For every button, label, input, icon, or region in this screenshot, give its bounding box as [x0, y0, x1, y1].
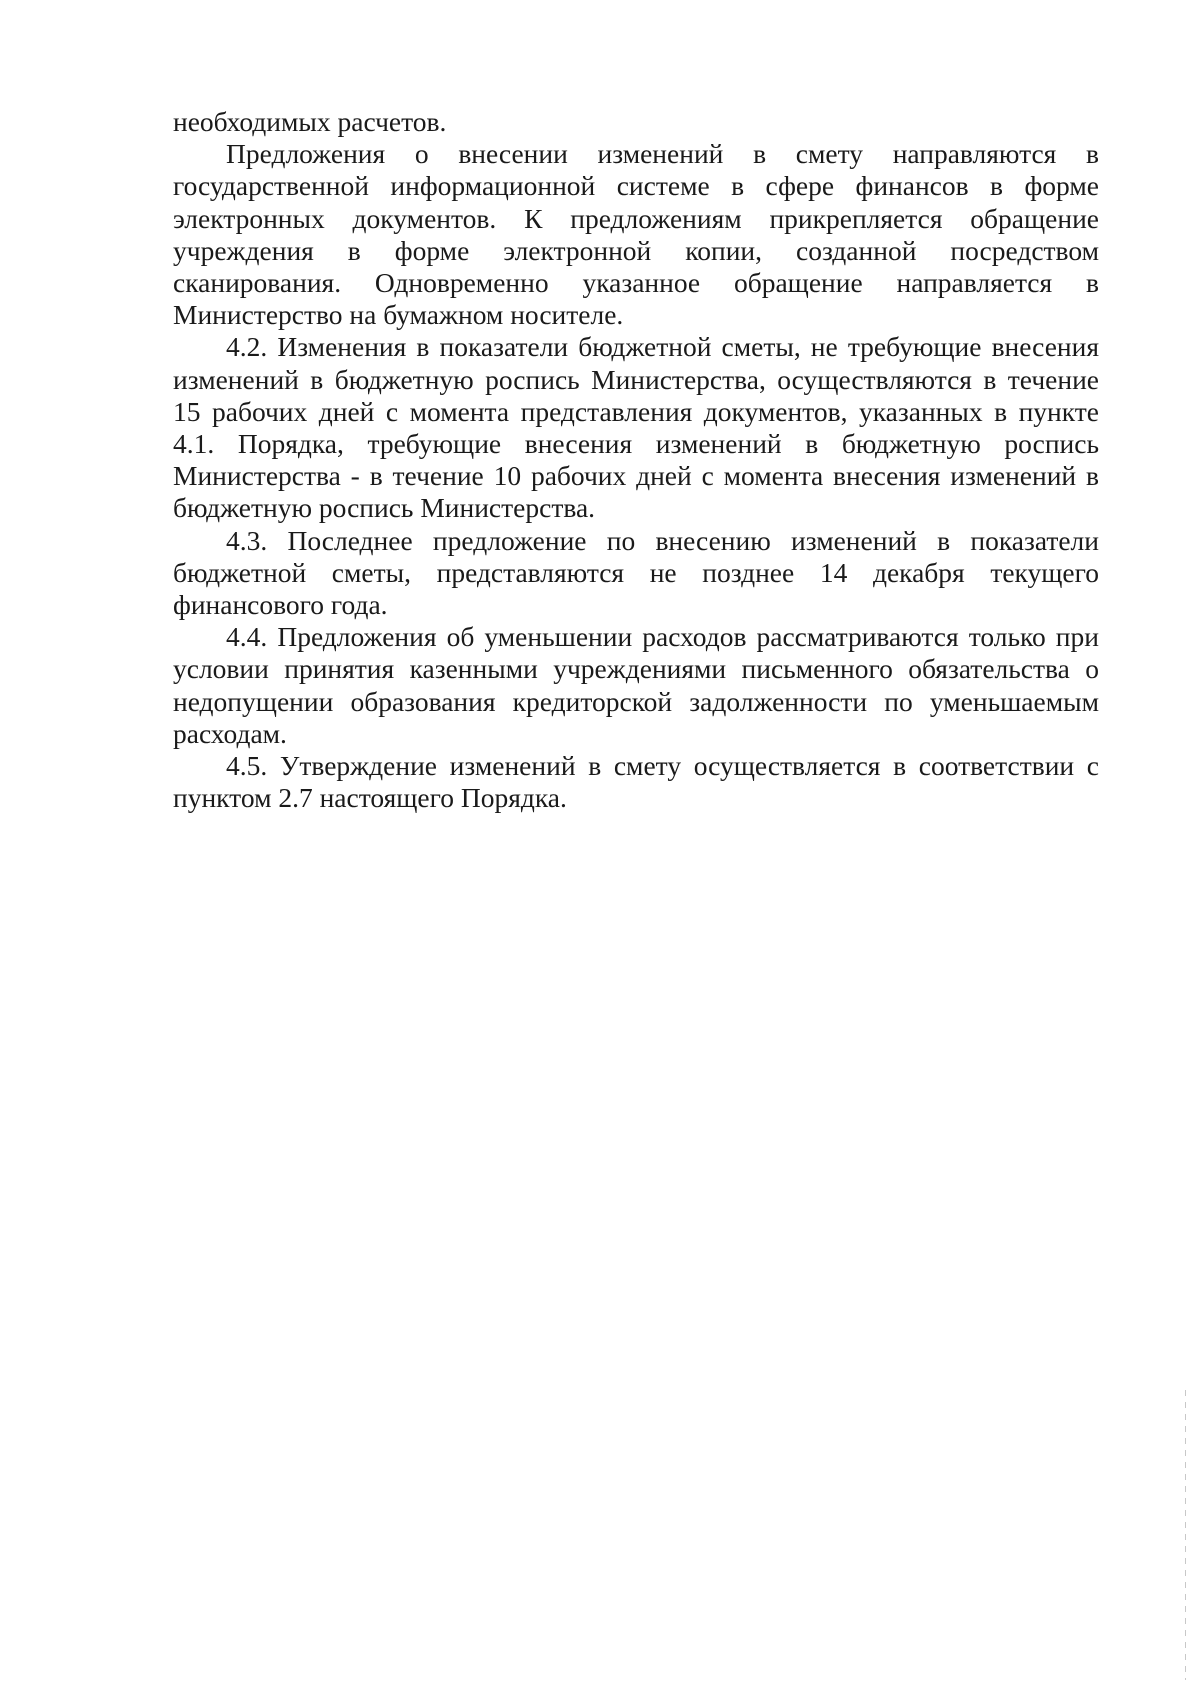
paragraph-continuation: необходимых расчетов.	[173, 106, 447, 137]
paragraph-4-3: 4.3. Последнее предложение по внесению изменений в показатели бюджетной сметы, представляются не позднее 14 декабря текущего финансового года.	[173, 524, 1099, 621]
paragraph-4-2: 4.2. Изменения в показатели бюджетной сметы, не требующие внесения изменений в бюджетную роспись Министерства, осуществляются в течение 15 рабочих дней с момента представления документов, указанных в пункте 4.1. Порядка, требующие внесения изменений в бюджетную роспись Министерства - в течение 10 рабочих дней с момента внесения изменений в бюджетную роспись Министерства.	[173, 331, 1099, 524]
scan-edge-mark	[1185, 1390, 1186, 1680]
paragraph-4-4: 4.4. Предложения об уменьшении расходов рассматриваются только при условии принятия казенными учреждениями письменного обязательства о недопущении образования кредиторской задолженности по уменьшаемым расходам.	[173, 621, 1099, 749]
paragraph-4-5: 4.5. Утверждение изменений в смету осуществляется в соответствии с пунктом 2.7 настоящего Порядка.	[173, 750, 1099, 814]
paragraph-proposals: Предложения о внесении изменений в смету направляются в государственной информационной системе в сфере финансов в форме электронных документов. К предложениям прикрепляется обращение учреждения в форме электронной копии, созданной посредством сканирования. Одновременно указанное обращение направляется в Министерство на бумажном носителе.	[173, 138, 1099, 331]
document-body	[173, 106, 1099, 814]
